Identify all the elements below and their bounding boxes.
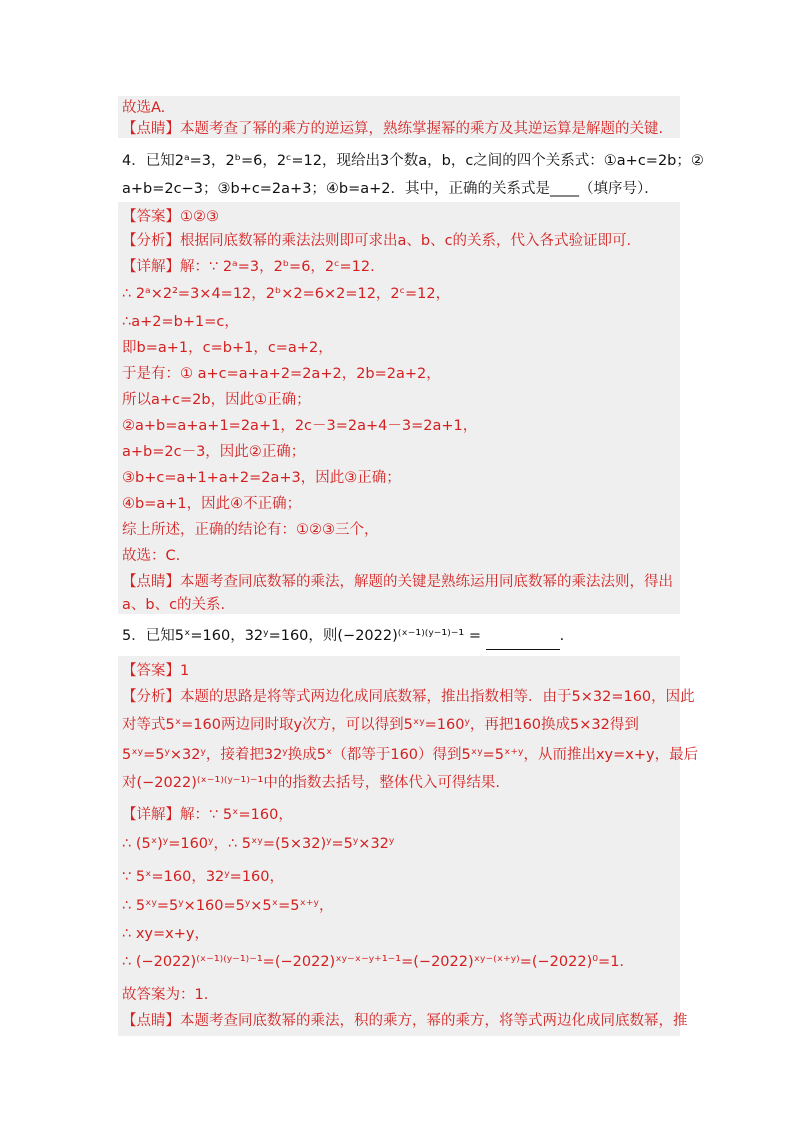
q5-step-3: ∴ 5ˣʸ=5ʸ×160=5ʸ×5ˣ=5ˣ⁺ʸ， (122, 898, 334, 914)
q4-step-7: a+b=2c－3，因此②正确； (122, 444, 306, 460)
q4-statement-line-1: 4．已知2ᵃ=3，2ᵇ=6，2ᶜ=12，现给出3个数a，b，c之间的四个关系式：①a+c=2b；② (122, 153, 704, 169)
q5-analysis-1: 【分析】本题的思路是将等式两边化成同底数幂，推出指数相等．由于5×32=160，因此 (122, 689, 695, 705)
top-dianjing: 【点睛】本题考查了幂的乘方的逆运算，熟练掌握幂的乘方及其逆运算是解题的关键. (122, 121, 664, 137)
q5-statement: 5．已知5ˣ=160，32ʸ=160，则(−2022)⁽ˣ⁻¹⁾⁽ʸ⁻¹⁾⁻¹ = . (122, 625, 564, 650)
q5-analysis-4: 对(−2022)⁽ˣ⁻¹⁾⁽ʸ⁻¹⁾⁻¹中的指数去括号，整体代入可得结果. (122, 775, 500, 791)
q4-step-4: 于是有：① a+c=a+a+2=2a+2，2b=2a+2， (122, 366, 441, 382)
q4-step-8: ③b+c=a+1+a+2=2a+3，因此③正确； (122, 470, 401, 486)
q5-step-5: ∴ (−2022)⁽ˣ⁻¹⁾⁽ʸ⁻¹⁾⁻¹=(−2022)ˣʸ⁻ˣ⁻ʸ⁺¹⁻¹=(−2022)ˣʸ⁻⁽ˣ⁺ʸ⁾=(−2022)⁰=1. (122, 954, 625, 970)
q4-analysis: 【分析】根据同底数幂的乘法法则即可求出a、b、c的关系，代入各式验证即可. (122, 233, 632, 249)
q5-analysis-2: 对等式5ˣ=160两边同时取y次方，可以得到5ˣʸ=160ʸ，再把160换成5×32得到 (122, 717, 639, 733)
q4-step-6: ②a+b=a+a+1=2a+1，2c－3=2a+4－3=2a+1， (122, 418, 478, 434)
q4-step-3: 即b=a+1，c=b+1，c=a+2， (122, 340, 333, 356)
q4-step-9: ④b=a+1，因此④不正确； (122, 496, 302, 512)
q5-answer: 【答案】1 (122, 663, 190, 679)
q4-answer: 【答案】①②③ (122, 209, 219, 225)
q4-step-1: ∴ 2ᵃ×2²=3×4=12，2ᵇ×2=6×2=12，2ᶜ=12， (122, 286, 451, 302)
q4-step-2: ∴a+2=b+1=c， (122, 314, 239, 330)
q5-final: 故答案为：1. (122, 987, 209, 1003)
q4-step-11: 故选：C. (122, 548, 181, 564)
q5-answer-blank (486, 627, 560, 650)
q5-analysis-3: 5ˣʸ=5ʸ×32ʸ，接着把32ʸ换成5ˣ（都等于160）得到5ˣʸ=5ˣ⁺ʸ，从而推出xy=x+y，最后 (122, 747, 699, 763)
top-conclusion: 故选A. (122, 100, 166, 116)
q5-step-2: ∵ 5ˣ=160，32ʸ=160， (122, 869, 284, 885)
q5-dianjing: 【点睛】本题考查同底数幂的乘法，积的乘方，幂的乘方，将等式两边化成同底数幂，推 (122, 1013, 688, 1029)
q5-step-4: ∴ xy=x+y， (122, 926, 209, 942)
q4-dianjing-1: 【点睛】本题考查同底数幂的乘法，解题的关键是熟练运用同底数幂的乘法法则，得出 (122, 574, 673, 590)
q4-step-10: 综上所述，正确的结论有：①②③三个， (122, 522, 379, 538)
q4-step-5: 所以a+c=2b，因此①正确； (122, 392, 311, 408)
q5-step-1: ∴ (5ˣ)ʸ=160ʸ，∴ 5ˣʸ=(5×32)ʸ=5ʸ×32ʸ (122, 836, 395, 852)
q5-detail: 【详解】解：∵ 5ˣ=160， (122, 807, 293, 823)
q4-dianjing-2: a、b、c的关系. (122, 597, 226, 613)
q4-statement-line-2: a+b=2c−3；③b+c=2a+3；④b=a+2．其中，正确的关系式是____（填序号）． (122, 181, 659, 197)
q5-statement-text: 5．已知5ˣ=160，32ʸ=160，则(−2022)⁽ˣ⁻¹⁾⁽ʸ⁻¹⁾⁻¹ = (122, 628, 486, 644)
q4-detail: 【详解】解：∵ 2ᵃ=3，2ᵇ=6，2ᶜ=12. (122, 259, 375, 275)
